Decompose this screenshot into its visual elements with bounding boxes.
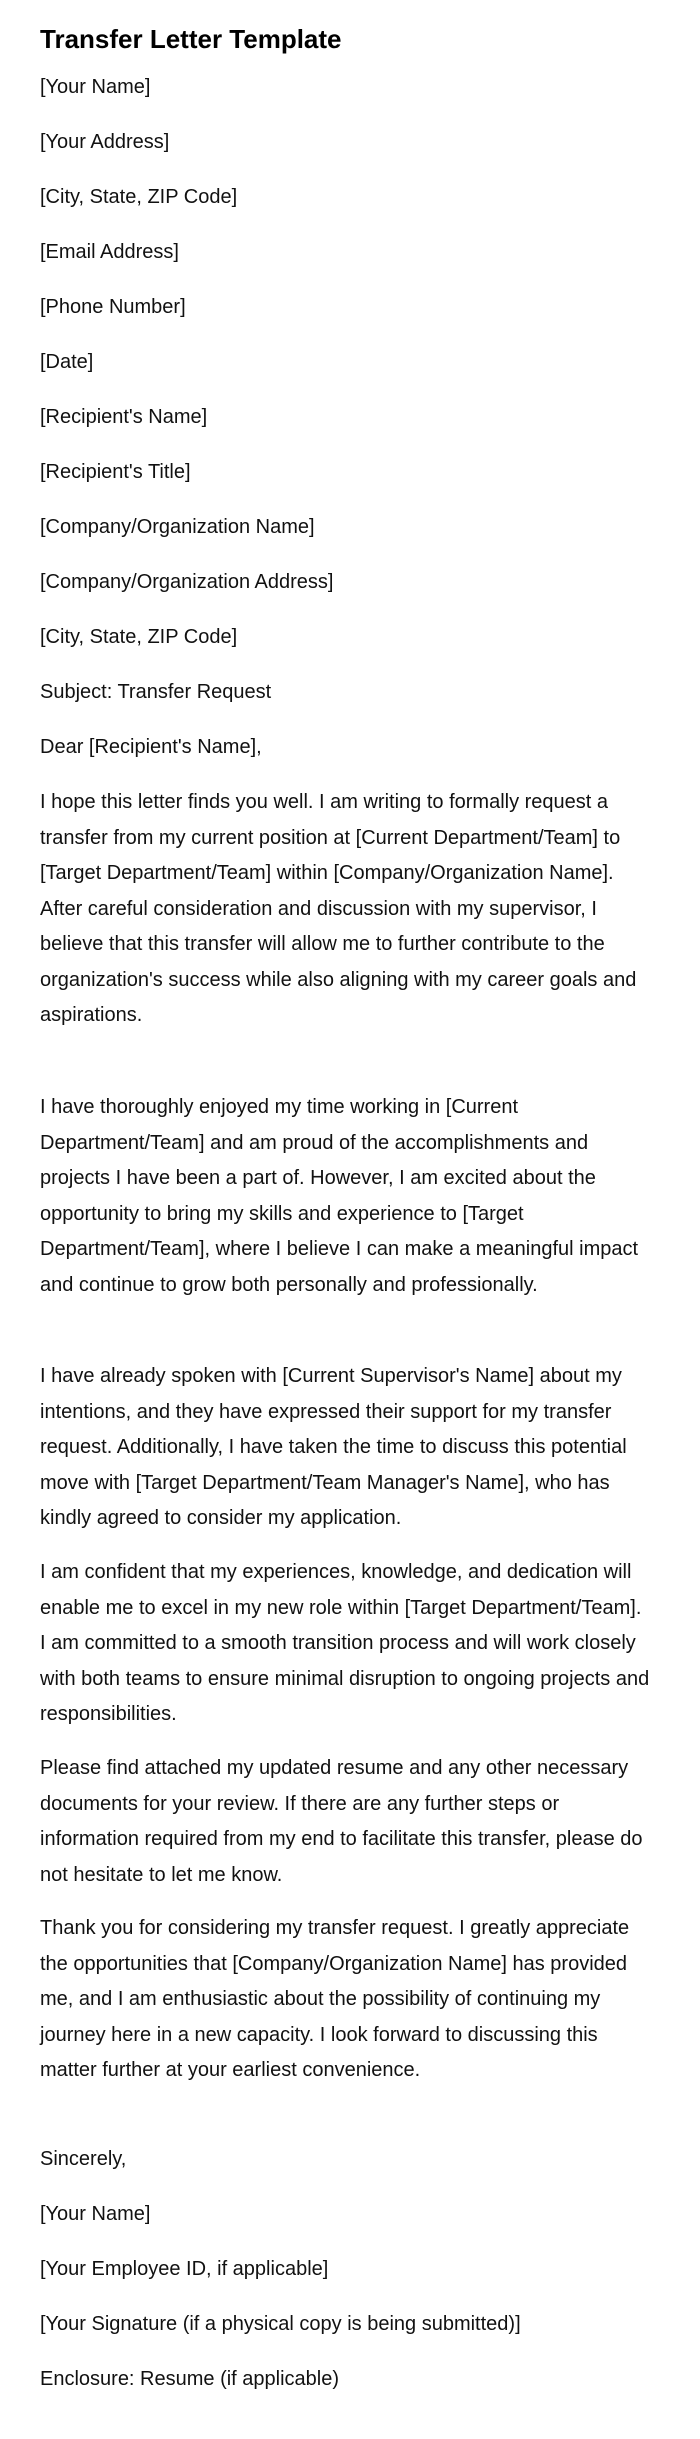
sender-name: [Your Name] bbox=[40, 76, 151, 98]
sender-email: [Email Address] bbox=[40, 241, 179, 263]
recipient-city-state-zip: [City, State, ZIP Code] bbox=[40, 626, 238, 648]
salutation: Dear [Recipient's Name], bbox=[40, 736, 262, 758]
signature-name: [Your Name] bbox=[40, 2203, 151, 2225]
closing: Sincerely, bbox=[40, 2148, 127, 2170]
employee-id: [Your Employee ID, if applicable] bbox=[40, 2258, 329, 2280]
body-paragraph-3: I have already spoken with [Current Supervisor's Name] about my intentions, and they have expressed their support for my transfer request. Additionally, I have taken the time to discuss this potential move with [Target Department/Team Manager's Name], who has kindly agreed to consider my application. bbox=[40, 1365, 627, 1529]
recipient-name: [Recipient's Name] bbox=[40, 406, 208, 428]
body-paragraph-1: I hope this letter finds you well. I am writing to formally request a transfer from my current position at [Current Department/Team] to [Target Department/Team] within [Company/Organization Name]. After careful consideration and discussion with my supervisor, I believe that this transfer will allow me to further contribute to the organization's success while also aligning with my career goals and aspirations. bbox=[40, 791, 637, 1026]
sender-city-state-zip: [City, State, ZIP Code] bbox=[40, 186, 238, 208]
subject-line: Subject: Transfer Request bbox=[40, 681, 272, 703]
recipient-company: [Company/Organization Name] bbox=[40, 516, 315, 538]
page-title: Transfer Letter Template bbox=[40, 24, 342, 54]
recipient-title: [Recipient's Title] bbox=[40, 461, 191, 483]
body-paragraph-4: I am confident that my experiences, knowledge, and dedication will enable me to excel in my new role within [Target Department/Team]. I am committed to a smooth transition process and will work closely with both teams to ensure minimal disruption to ongoing projects and responsibilities. bbox=[40, 1561, 650, 1725]
enclosure-note: Enclosure: Resume (if applicable) bbox=[40, 2368, 340, 2390]
signature-line: [Your Signature (if a physical copy is being submitted)] bbox=[40, 2313, 521, 2335]
recipient-company-address: [Company/Organization Address] bbox=[40, 571, 334, 593]
sender-phone: [Phone Number] bbox=[40, 296, 186, 318]
sender-address: [Your Address] bbox=[40, 131, 170, 153]
body-paragraph-6: Thank you for considering my transfer request. I greatly appreciate the opportunities that [Company/Organization Name] has provided me, and I am enthusiastic about the possibility of continuing my journey here in a new capacity. I look forward to discussing this matter further at your earliest convenience. bbox=[40, 1917, 630, 2081]
letter-date: [Date] bbox=[40, 351, 94, 373]
body-paragraph-2: I have thoroughly enjoyed my time working in [Current Department/Team] and am proud of the accomplishments and projects I have been a part of. However, I am excited about the opportunity to bring my skills and experience to [Target Department/Team], where I believe I can make a meaningful impact and continue to grow both personally and professionally. bbox=[40, 1096, 639, 1296]
body-paragraph-5: Please find attached my updated resume and any other necessary documents for your review. If there are any further steps or information required from my end to facilitate this transfer, please do not hesitate to let me know. bbox=[40, 1757, 643, 1886]
